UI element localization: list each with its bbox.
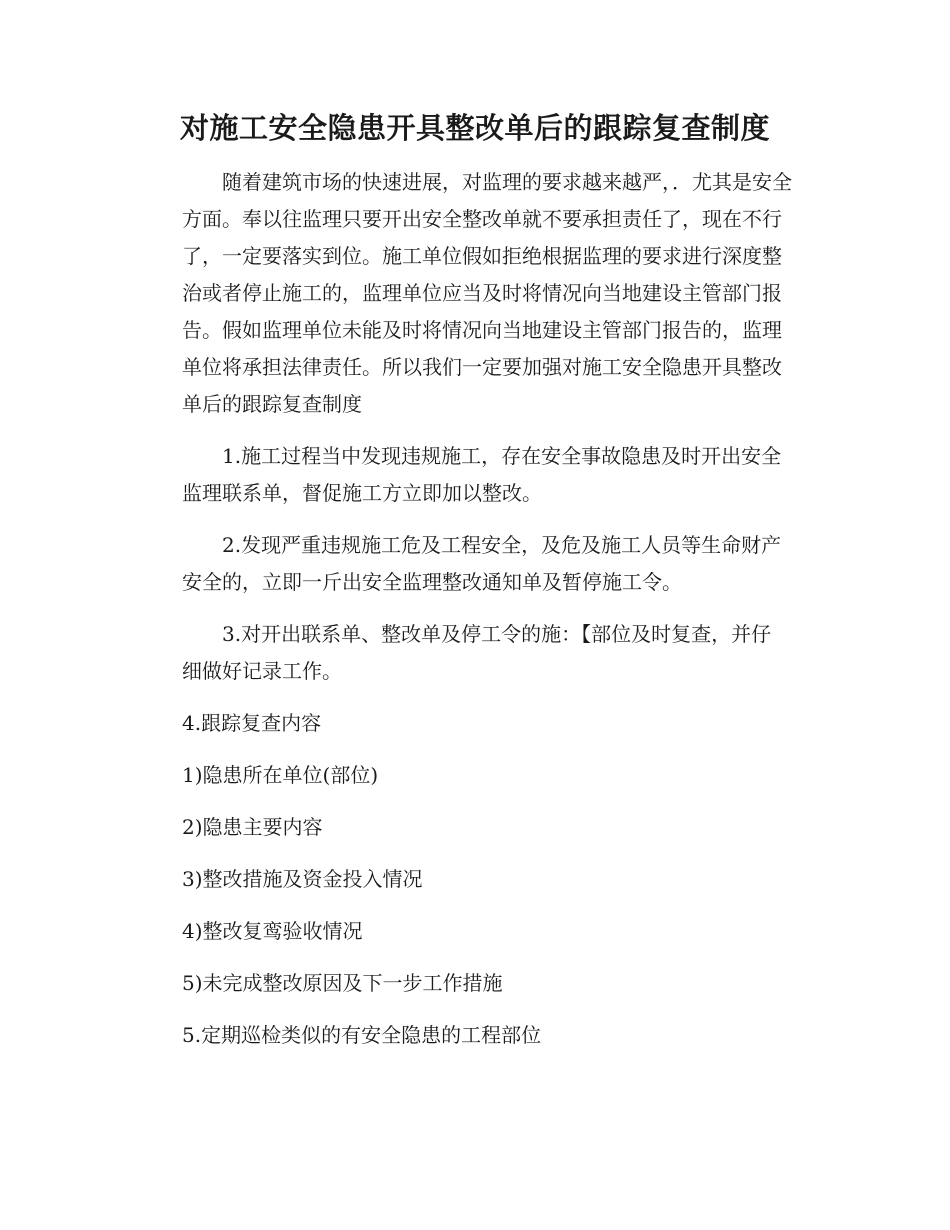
intro-paragraph xyxy=(142,164,806,423)
intro-line: 方面。奉以往监理只要开出安全整改单就不要承担责任了，现在不行 xyxy=(182,207,782,231)
sub-item-5: 5)未完成整改原因及下一步工作措施 xyxy=(182,971,503,995)
document-body xyxy=(142,164,806,1069)
item-3-line: 细做好记录工作。 xyxy=(182,659,342,683)
item-4-heading: 4.跟踪复查内容 xyxy=(182,711,322,735)
intro-line: 单位将承担法律责任。所以我们一定要加强对施工安全隐患开具整改 xyxy=(182,355,782,379)
item-2-line: 安全的，立即一斤出安全监理整改通知单及暂停施工令。 xyxy=(182,570,682,594)
intro-line: 单后的跟踪复查制度 xyxy=(182,392,362,416)
item-5-heading: 5.定期巡检类似的有安全隐患的工程部位 xyxy=(182,1023,542,1047)
intro-line: 告。假如监理单位未能及时将情况向当地建设主管部门报告的，监理 xyxy=(182,318,782,342)
intro-line: 了，一定要落实到位。施工单位假如拒绝根据监理的要求进行深度整 xyxy=(182,244,782,268)
item-3-line: 3.对开出联系单、整改单及停工令的施：【部位及时复查，并仔 xyxy=(222,622,772,646)
item-2-paragraph xyxy=(142,527,806,601)
sub-item-4: 4)整改复鸾验收情况 xyxy=(182,919,363,943)
sub-item-1: 1)隐患所在单位(部位) xyxy=(182,763,379,787)
document-title: 对施工安全隐患开具整改单后的跟踪复查制度 xyxy=(179,111,770,145)
sub-item-2: 2)隐患主要内容 xyxy=(182,815,323,839)
item-1-line: 1.施工过程当中发现违规施工，存在安全事故隐患及时开出安全 xyxy=(222,444,782,468)
item-2-line: 2.发现严重违规施工危及工程安全，及危及施工人员等生命财产 xyxy=(222,533,782,557)
intro-line: 治或者停止施工的，监理单位应当及时将情况向当地建设主管部门报 xyxy=(182,281,782,305)
item-3-paragraph xyxy=(142,616,806,690)
item-1-line: 监理联系单，督促施工方立即加以整改。 xyxy=(182,481,542,505)
intro-line: 随着建筑市场的快速进展，对监理的要求越来越严，．尤其是安全 xyxy=(222,170,792,194)
item-1-paragraph xyxy=(142,438,806,512)
sub-item-3: 3)整改措施及资金投入情况 xyxy=(182,867,423,891)
